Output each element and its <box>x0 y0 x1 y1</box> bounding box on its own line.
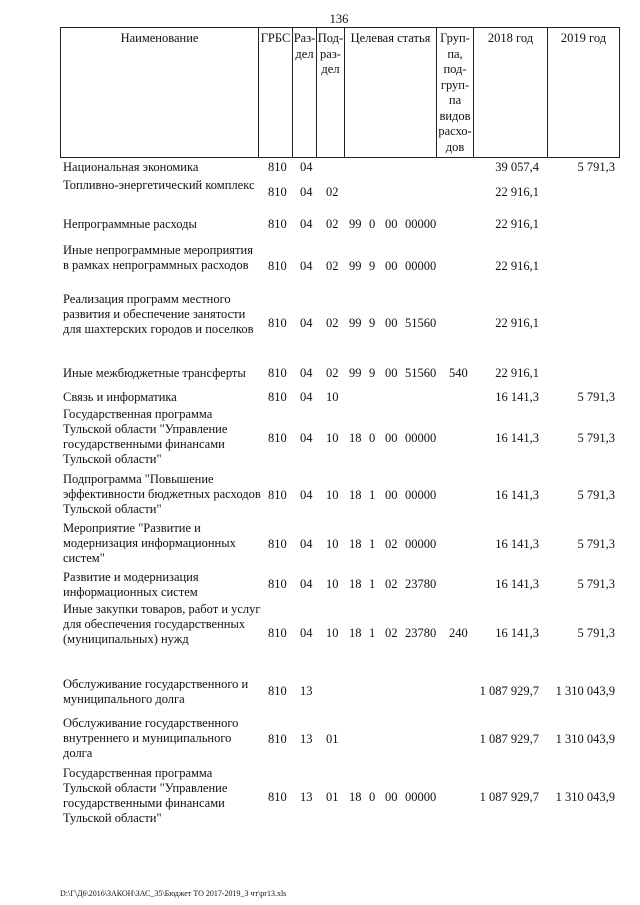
page-number: 136 <box>329 12 349 26</box>
row-2018: 22 916,1 <box>495 366 539 380</box>
row-cs-program: 18 <box>349 790 362 804</box>
row-2018: 22 916,1 <box>495 259 539 273</box>
row-razdel: 04 <box>300 185 313 199</box>
row-cs-direction: 00000 <box>405 259 437 273</box>
row-razdel: 04 <box>300 316 313 330</box>
row-cs-program: 18 <box>349 537 362 551</box>
row-name: Государственная программа Тульской области "Управление государственными финансами Тульской области" <box>63 766 228 825</box>
row-name: Иные межбюджетные трансферты <box>63 366 246 380</box>
row-2018: 16 141,3 <box>495 390 539 404</box>
row-razdel: 13 <box>300 684 313 698</box>
row-2018: 39 057,4 <box>495 160 539 174</box>
row-grbs: 810 <box>268 316 287 330</box>
row-name: Иные закупки товаров, работ и услуг для обеспечения государственных (муниципальных) нужд <box>63 602 261 646</box>
row-name: Мероприятие "Развитие и модернизация информационных систем" <box>63 521 236 565</box>
row-razdel: 04 <box>300 577 313 591</box>
row-cs-direction: 00000 <box>405 488 437 502</box>
row-name: Связь и информатика <box>63 390 177 404</box>
row-2018: 16 141,3 <box>495 488 539 502</box>
row-cs-direction: 00000 <box>405 217 437 231</box>
row-cs-event: 02 <box>385 577 398 591</box>
row-cs-direction: 51560 <box>405 366 437 380</box>
row-razdel: 04 <box>300 366 313 380</box>
row-2019: 5 791,3 <box>577 537 615 551</box>
row-name: Обслуживание государственного внутреннего и муниципального долга <box>63 716 239 760</box>
row-2019: 1 310 043,9 <box>555 684 615 698</box>
row-grbs: 810 <box>268 488 287 502</box>
row-2019: 5 791,3 <box>577 390 615 404</box>
row-cs-event: 00 <box>385 316 398 330</box>
row-2019: 5 791,3 <box>577 431 615 445</box>
row-cs-program: 18 <box>349 431 362 445</box>
row-razdel: 13 <box>300 732 313 746</box>
row-grbs: 810 <box>268 390 287 404</box>
row-grbs: 810 <box>268 537 287 551</box>
row-podrazdel: 10 <box>326 488 339 502</box>
row-cs-direction: 00000 <box>405 537 437 551</box>
row-grbs: 810 <box>268 577 287 591</box>
row-cs-direction: 00000 <box>405 790 437 804</box>
row-grbs: 810 <box>268 732 287 746</box>
row-vr: 540 <box>449 366 468 380</box>
row-2018: 16 141,3 <box>495 537 539 551</box>
header-2019: 2019 год <box>547 27 620 157</box>
row-vr: 240 <box>449 626 468 640</box>
file-path-footer: D:\Г\Д6\2016\ЗАКОН\ЗАС_35\Бюджет ТО 2017-2019_3 чт\pr13.xls <box>60 889 287 898</box>
row-cs-direction: 23780 <box>405 577 437 591</box>
row-2018: 22 916,1 <box>495 217 539 231</box>
row-2019: 5 791,3 <box>577 488 615 502</box>
row-razdel: 04 <box>300 488 313 502</box>
row-cs-subprogram: 1 <box>369 626 376 640</box>
row-2018: 16 141,3 <box>495 577 539 591</box>
row-podrazdel: 10 <box>326 577 339 591</box>
header-celevaya: Целевая статья <box>344 27 436 157</box>
row-2019: 5 791,3 <box>577 160 615 174</box>
header-podrazdel: Под- раз- дел <box>316 27 344 157</box>
row-2019: 5 791,3 <box>577 626 615 640</box>
row-razdel: 13 <box>300 790 313 804</box>
row-cs-subprogram: 1 <box>369 488 376 502</box>
row-cs-event: 00 <box>385 790 398 804</box>
row-name: Реализация программ местного развития и обеспечение занятости для шахтерских городов и поселков <box>63 292 254 336</box>
row-grbs: 810 <box>268 259 287 273</box>
row-cs-subprogram: 9 <box>369 366 376 380</box>
header-razdel: Раз- дел <box>292 27 316 157</box>
row-cs-program: 99 <box>349 217 362 231</box>
row-cs-direction: 23780 <box>405 626 437 640</box>
row-grbs: 810 <box>268 217 287 231</box>
row-2018: 1 087 929,7 <box>479 732 539 746</box>
row-podrazdel: 01 <box>326 732 339 746</box>
row-podrazdel: 10 <box>326 537 339 551</box>
row-cs-subprogram: 9 <box>369 316 376 330</box>
row-2018: 16 141,3 <box>495 431 539 445</box>
row-2019: 1 310 043,9 <box>555 790 615 804</box>
row-cs-program: 99 <box>349 259 362 273</box>
row-name: Обслуживание государственного и муниципального долга <box>63 677 249 706</box>
row-podrazdel: 10 <box>326 431 339 445</box>
row-grbs: 810 <box>268 626 287 640</box>
row-podrazdel: 02 <box>326 316 339 330</box>
row-podrazdel: 10 <box>326 390 339 404</box>
row-cs-subprogram: 9 <box>369 259 376 273</box>
row-razdel: 04 <box>300 160 313 174</box>
row-cs-direction: 00000 <box>405 431 437 445</box>
row-grbs: 810 <box>268 431 287 445</box>
row-grbs: 810 <box>268 790 287 804</box>
row-podrazdel: 02 <box>326 366 339 380</box>
row-name: Государственная программа Тульской области "Управление государственными финансами Тульской области" <box>63 407 228 466</box>
row-2018: 16 141,3 <box>495 626 539 640</box>
row-name: Топливно-энергетический комплекс <box>63 178 255 192</box>
row-name: Подпрограмма "Повышение эффективности бюджетных расходов Тульской области" <box>63 472 261 516</box>
row-2018: 22 916,1 <box>495 316 539 330</box>
row-cs-event: 02 <box>385 626 398 640</box>
row-grbs: 810 <box>268 366 287 380</box>
row-cs-program: 18 <box>349 626 362 640</box>
row-2018: 22 916,1 <box>495 185 539 199</box>
row-cs-event: 00 <box>385 217 398 231</box>
row-razdel: 04 <box>300 217 313 231</box>
row-name: Иные непрограммные мероприятия в рамках непрограммных расходов <box>63 243 253 272</box>
row-cs-program: 99 <box>349 366 362 380</box>
row-podrazdel: 02 <box>326 217 339 231</box>
row-cs-event: 00 <box>385 366 398 380</box>
row-name: Развитие и модернизация информационных систем <box>63 570 199 599</box>
row-cs-direction: 51560 <box>405 316 437 330</box>
row-cs-event: 00 <box>385 488 398 502</box>
header-name: Наименование <box>60 27 258 157</box>
row-cs-subprogram: 0 <box>369 790 376 804</box>
row-name: Национальная экономика <box>63 160 199 174</box>
header-bottom-border <box>60 157 620 158</box>
row-grbs: 810 <box>268 185 287 199</box>
row-cs-event: 02 <box>385 537 398 551</box>
row-grbs: 810 <box>268 160 287 174</box>
row-2019: 5 791,3 <box>577 577 615 591</box>
row-grbs: 810 <box>268 684 287 698</box>
row-cs-program: 18 <box>349 488 362 502</box>
row-2018: 1 087 929,7 <box>479 790 539 804</box>
row-razdel: 04 <box>300 626 313 640</box>
row-razdel: 04 <box>300 259 313 273</box>
row-cs-subprogram: 0 <box>369 217 376 231</box>
row-podrazdel: 02 <box>326 259 339 273</box>
row-razdel: 04 <box>300 390 313 404</box>
row-cs-event: 00 <box>385 431 398 445</box>
row-name: Непрограммные расходы <box>63 217 197 231</box>
header-grbs: ГРБС <box>258 27 292 157</box>
row-podrazdel: 10 <box>326 626 339 640</box>
row-cs-subprogram: 1 <box>369 577 376 591</box>
row-podrazdel: 02 <box>326 185 339 199</box>
header-2018: 2018 год <box>473 27 547 157</box>
row-cs-event: 00 <box>385 259 398 273</box>
row-cs-subprogram: 1 <box>369 537 376 551</box>
row-cs-program: 18 <box>349 577 362 591</box>
header-gruppa: Груп- па, под- груп- па видов расхо- дов <box>436 27 473 157</box>
row-podrazdel: 01 <box>326 790 339 804</box>
row-razdel: 04 <box>300 537 313 551</box>
row-2019: 1 310 043,9 <box>555 732 615 746</box>
row-cs-program: 99 <box>349 316 362 330</box>
row-razdel: 04 <box>300 431 313 445</box>
row-2018: 1 087 929,7 <box>479 684 539 698</box>
row-cs-subprogram: 0 <box>369 431 376 445</box>
